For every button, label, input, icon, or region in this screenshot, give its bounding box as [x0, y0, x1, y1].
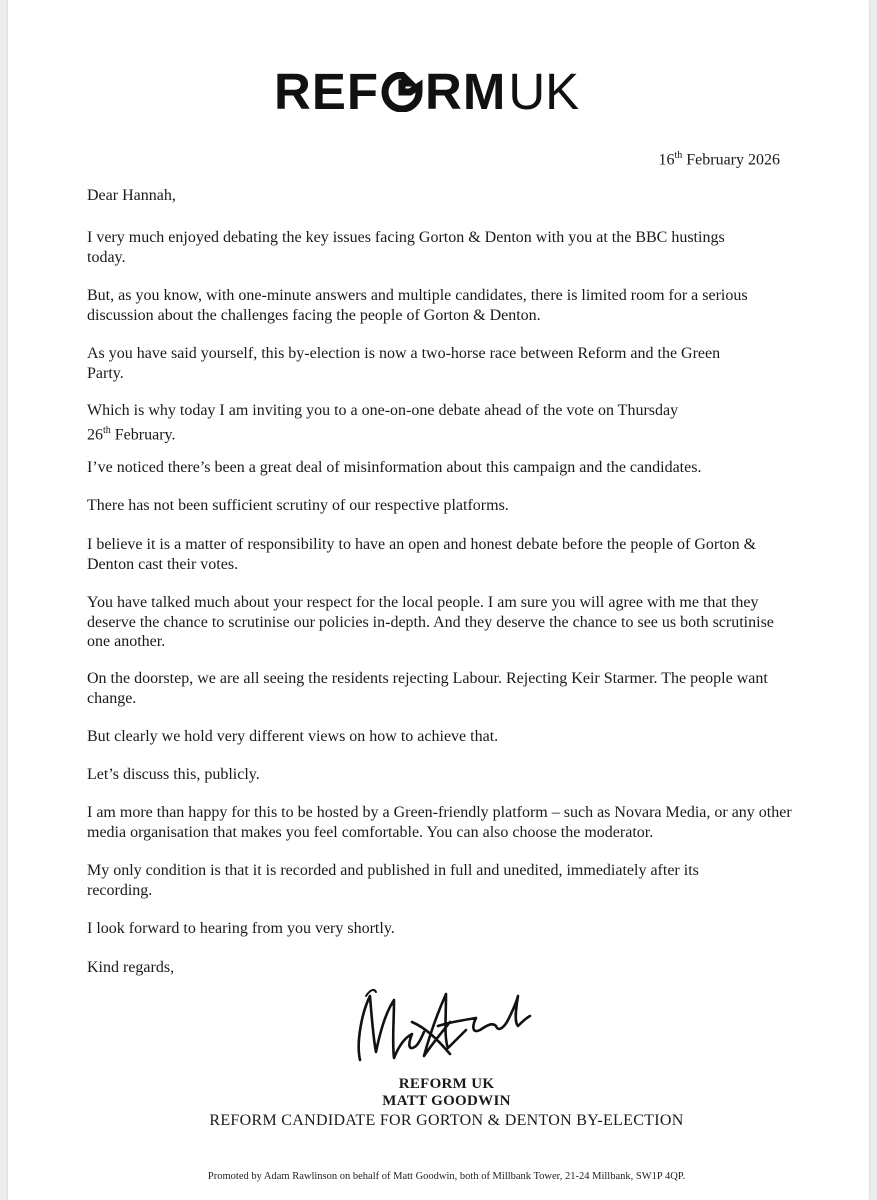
- handwritten-signature: [346, 982, 536, 1082]
- paragraph-1: I very much enjoyed debating the key issues facing Gorton & Denton with you at the BBC hustings today.: [87, 229, 725, 266]
- closing: Kind regards,: [87, 959, 175, 976]
- paragraph-3: As you have said yourself, this by-election is now a two-horse race between Reform and the Green Party.: [87, 345, 721, 382]
- paragraph-8: You have talked much about your respect for the local people. I am sure you will agree with me that they deserve the chance to scrutinise our policies in-depth. And they deserve the chance to see us both scrutinise one another.: [87, 594, 774, 650]
- paragraph-5: I’ve noticed there’s been a great deal of misinformation about this campaign and the candidates.: [87, 459, 702, 476]
- logo-text-part1: REF: [274, 63, 379, 120]
- vote-day: 26: [87, 425, 103, 443]
- letter-date: [658, 150, 780, 169]
- date-day: 16: [658, 151, 675, 169]
- paragraph-9: On the doorstep, we are all seeing the residents rejecting Labour. Rejecting Keir Starmer. The people want change.: [87, 670, 768, 707]
- logo-reform-text: [274, 63, 507, 120]
- paragraph-13: My only condition is that it is recorded and published in full and unedited, immediately after its recording.: [87, 862, 699, 899]
- imprint-footer: Promoted by Adam Rawlinson on behalf of Matt Goodwin, both of Millbank Tower, 21-24 Millbank, SW1P 4QP.: [207, 1171, 686, 1182]
- paragraph-4-line1: Which is why today I am inviting you to a one-on-one debate ahead of the vote on Thursday: [87, 402, 679, 419]
- paragraph-12: I am more than happy for this to be hosted by a Green-friendly platform – such as Novara Media, or any other media organisation that makes you feel comfortable. You can also choose the moderator.: [87, 804, 792, 841]
- logo-arrow-icon: [380, 72, 424, 112]
- salutation: Dear Hannah,: [87, 187, 176, 204]
- paragraph-2: But, as you know, with one-minute answers and multiple candidates, there is limited room for a serious discussion about the challenges facing the people of Gorton & Denton.: [87, 287, 748, 324]
- paragraph-4-line2: [87, 421, 807, 445]
- signer-party: REFORM UK: [398, 1076, 495, 1092]
- logo-uk-text: UK: [508, 63, 580, 120]
- vote-month: February.: [110, 425, 176, 443]
- logo-text-part2: RM: [425, 63, 507, 120]
- vote-day-suffix: th: [103, 424, 111, 436]
- paragraph-6: There has not been sufficient scrutiny of our respective platforms.: [87, 497, 509, 514]
- signature-block: [16, 1076, 877, 1130]
- date-rest: February 2026: [682, 151, 780, 169]
- paragraph-4: [87, 401, 807, 444]
- letter-page: [8, 0, 869, 1200]
- paragraph-11: Let’s discuss this, publicly.: [87, 766, 260, 783]
- reform-uk-logo: [274, 63, 614, 120]
- paragraph-10: But clearly we hold very different views on how to achieve that.: [87, 728, 499, 745]
- paragraph-7: I believe it is a matter of responsibility to have an open and honest debate before the people of Gorton & Denton cast their votes.: [87, 536, 757, 573]
- date-suffix: th: [674, 150, 683, 161]
- signer-name: MATT GOODWIN: [382, 1093, 511, 1109]
- paragraph-14: I look forward to hearing from you very shortly.: [87, 920, 395, 937]
- signer-role: REFORM CANDIDATE FOR GORTON & DENTON BY-ELECTION: [209, 1112, 684, 1129]
